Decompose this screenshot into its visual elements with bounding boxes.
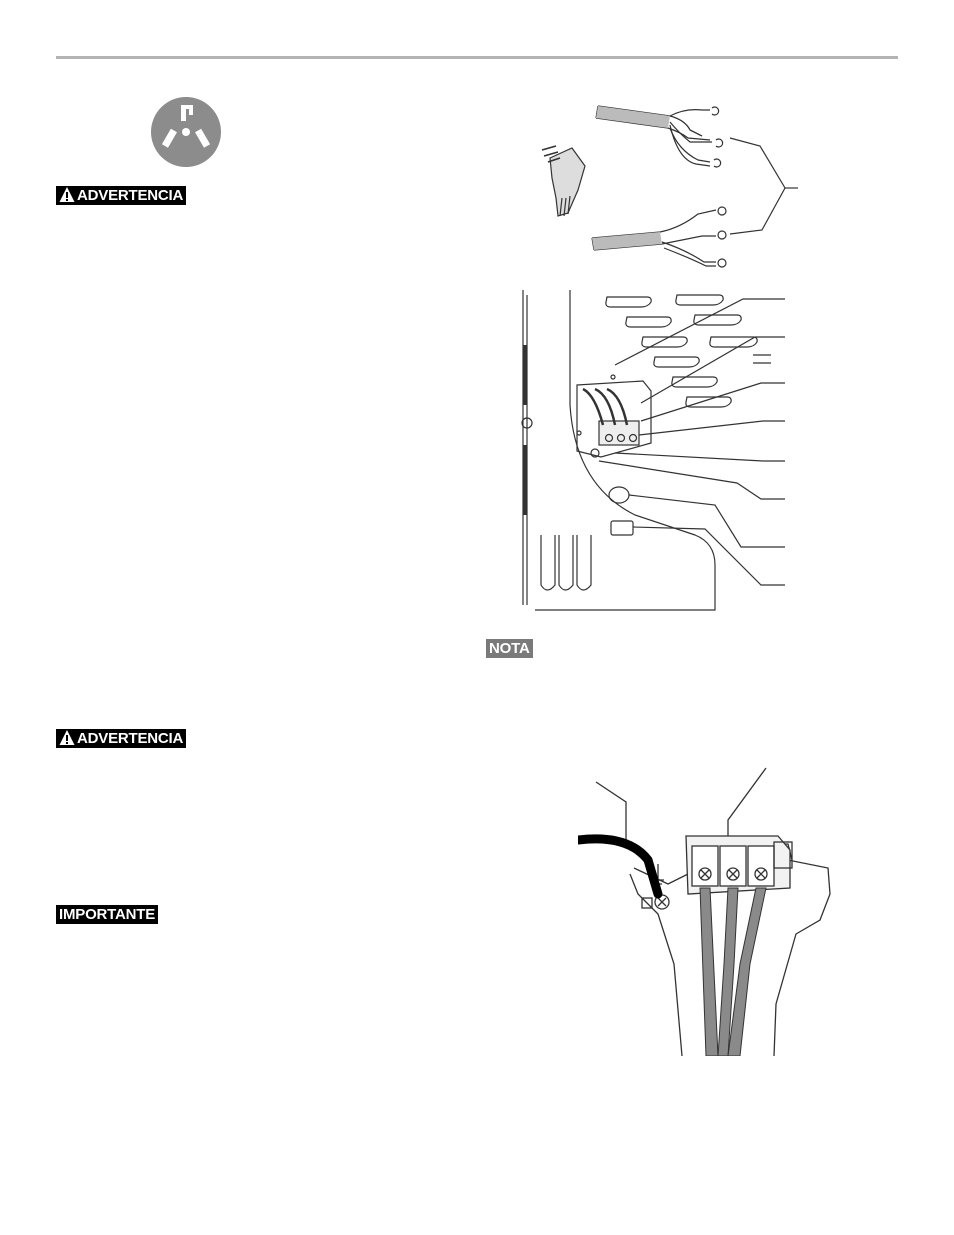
important-badge [56, 905, 158, 924]
power-cord-illustration [530, 98, 810, 273]
header-rule [56, 56, 898, 59]
note-badge [486, 639, 533, 658]
note-label: NOTA [489, 640, 530, 657]
warning-badge [56, 729, 186, 748]
important-label: IMPORTANTE [59, 906, 156, 923]
warning-triangle-icon [59, 186, 75, 203]
warning-label: ADVERTENCIA [77, 187, 184, 204]
terminal-block-closeup-illustration [578, 764, 848, 1056]
warning-triangle-icon [59, 729, 75, 746]
warning-label: ADVERTENCIA [77, 730, 184, 747]
warning-badge [56, 186, 186, 205]
three-prong-outlet-icon [148, 96, 224, 168]
terminal-block-panel-illustration [515, 285, 785, 615]
